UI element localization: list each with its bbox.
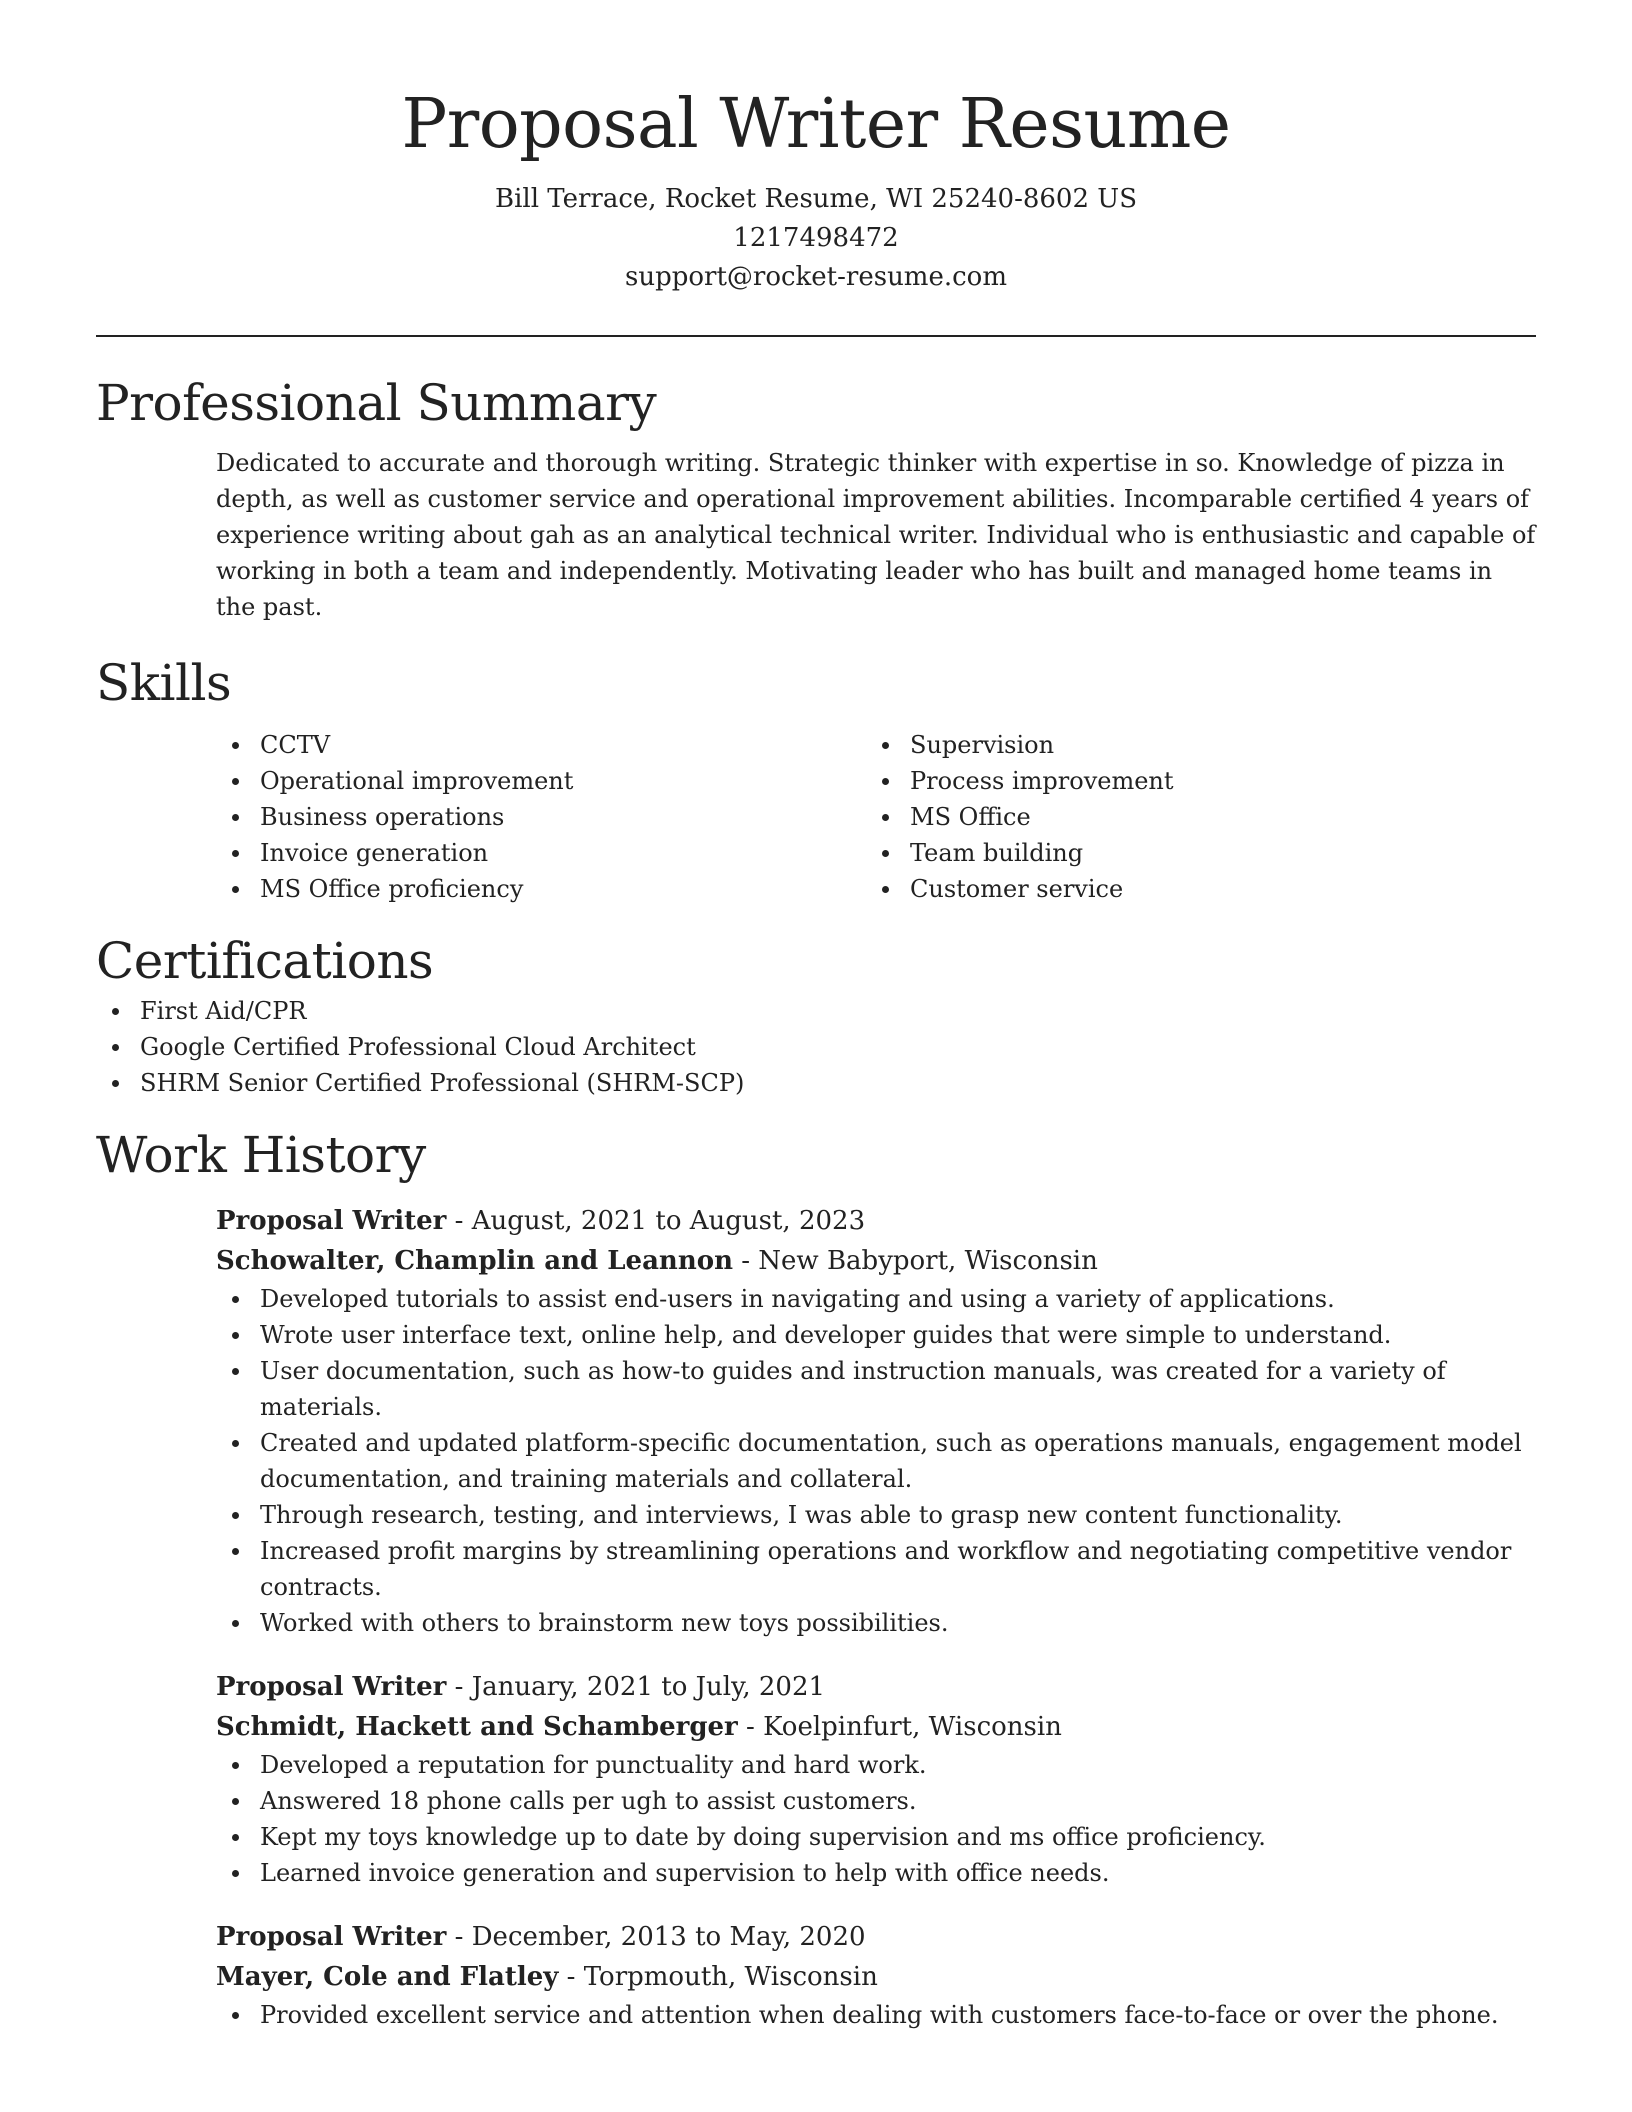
- job-duties-list: [216, 1281, 1536, 1641]
- skill-item: Business operations: [216, 799, 866, 835]
- job-company: Mayer, Cole and Flatley: [216, 1962, 559, 1992]
- job-company-line: [216, 1241, 1536, 1281]
- job-title: Proposal Writer: [216, 1672, 447, 1702]
- job-title-line: [216, 1667, 1536, 1707]
- job-dates: - August, 2021 to August, 2023: [446, 1206, 866, 1236]
- resume-header: [96, 0, 1536, 297]
- summary-section: [96, 371, 1536, 625]
- skill-item: CCTV: [216, 727, 866, 763]
- skills-section: [96, 651, 1536, 907]
- skill-item: Team building: [866, 835, 1516, 871]
- contact-address: Bill Terrace, Rocket Resume, WI 25240-8602 US: [494, 184, 1138, 214]
- certifications-heading: Certifications: [96, 932, 434, 990]
- job-duty: Through research, testing, and interviews, I was able to grasp new content functionality.: [216, 1497, 1536, 1533]
- contact-phone: 1217498472: [733, 223, 899, 253]
- job-duty: Increased profit margins by streamlining operations and workflow and negotiating competitive vendor contracts.: [216, 1533, 1536, 1605]
- job-duty: Learned invoice generation and supervision to help with office needs.: [216, 1855, 1536, 1891]
- contact-block: [96, 180, 1536, 297]
- work-history-heading: Work History: [96, 1126, 426, 1184]
- certification-item: Google Certified Professional Cloud Architect: [96, 1029, 1536, 1065]
- job-duty: Worked with others to brainstorm new toys possibilities.: [216, 1605, 1536, 1641]
- job-duty: Answered 18 phone calls per ugh to assist customers.: [216, 1783, 1536, 1819]
- job-title: Proposal Writer: [216, 1922, 447, 1952]
- job-title-line: [216, 1201, 1536, 1241]
- header-divider: [96, 335, 1536, 337]
- job-location: - Koelpinfurt, Wisconsin: [737, 1712, 1062, 1742]
- certification-item: First Aid/CPR: [96, 993, 1536, 1029]
- work-history-section: [96, 1123, 1536, 2033]
- job-duty: Provided excellent service and attention when dealing with customers face-to-face or over the phone.: [216, 1997, 1536, 2033]
- job-duty: Kept my toys knowledge up to date by doing supervision and ms office proficiency.: [216, 1819, 1536, 1855]
- resume-title: Proposal Writer Resume: [401, 85, 1231, 164]
- skill-item: Operational improvement: [216, 763, 866, 799]
- skills-grid: [216, 727, 1536, 907]
- skills-column-left: [216, 727, 866, 907]
- job-duty: Wrote user interface text, online help, and developer guides that were simple to understand.: [216, 1317, 1536, 1353]
- job-company: Schowalter, Champlin and Leannon: [216, 1246, 733, 1276]
- job-title-line: [216, 1917, 1536, 1957]
- skill-item: MS Office proficiency: [216, 871, 866, 907]
- job-entry: [216, 1917, 1536, 2033]
- job-duty: Developed a reputation for punctuality and hard work.: [216, 1747, 1536, 1783]
- certifications-section: [96, 929, 1536, 1101]
- job-duties-list: [216, 1997, 1536, 2033]
- job-company-line: [216, 1707, 1536, 1747]
- certifications-list: [96, 993, 1536, 1101]
- job-entry: [216, 1667, 1536, 1891]
- skill-item: Process improvement: [866, 763, 1516, 799]
- skills-list-left: [216, 727, 866, 907]
- job-dates: - December, 2013 to May, 2020: [446, 1922, 866, 1952]
- skill-item: Customer service: [866, 871, 1516, 907]
- job-title: Proposal Writer: [216, 1206, 447, 1236]
- job-duties-list: [216, 1747, 1536, 1891]
- job-company: Schmidt, Hackett and Schamberger: [216, 1712, 738, 1742]
- job-duty: Developed tutorials to assist end-users in navigating and using a variety of applications.: [216, 1281, 1536, 1317]
- certification-item: SHRM Senior Certified Professional (SHRM-SCP): [96, 1065, 1536, 1101]
- skill-item: MS Office: [866, 799, 1516, 835]
- job-location: - New Babyport, Wisconsin: [732, 1246, 1098, 1276]
- job-location: - Torpmouth, Wisconsin: [558, 1962, 878, 1992]
- job-entry: [216, 1201, 1536, 1641]
- job-company-line: [216, 1957, 1536, 1997]
- skill-item: Invoice generation: [216, 835, 866, 871]
- job-dates: - January, 2021 to July, 2021: [446, 1672, 826, 1702]
- job-duty: User documentation, such as how-to guides and instruction manuals, was created for a variety of materials.: [216, 1353, 1536, 1425]
- skills-list-right: [866, 727, 1516, 907]
- skill-item: Supervision: [866, 727, 1516, 763]
- skills-column-right: [866, 727, 1516, 907]
- contact-email: support@rocket-resume.com: [624, 262, 1007, 292]
- summary-text: Dedicated to accurate and thorough writing. Strategic thinker with expertise in so. Knowledge of pizza in depth, as well as customer service and operational improvement abilities. Incomparable certified 4 years of experience writing about gah as an analytical technical writer. Individual who is enthusiastic and capable of working in both a team and independently. Motivating leader who has built and managed home teams in the past.: [216, 449, 1536, 621]
- job-duty: Created and updated platform-specific documentation, such as operations manuals, engagement model documentation, and training materials and collateral.: [216, 1425, 1536, 1497]
- summary-heading: Professional Summary: [96, 374, 657, 432]
- skills-heading: Skills: [96, 654, 232, 712]
